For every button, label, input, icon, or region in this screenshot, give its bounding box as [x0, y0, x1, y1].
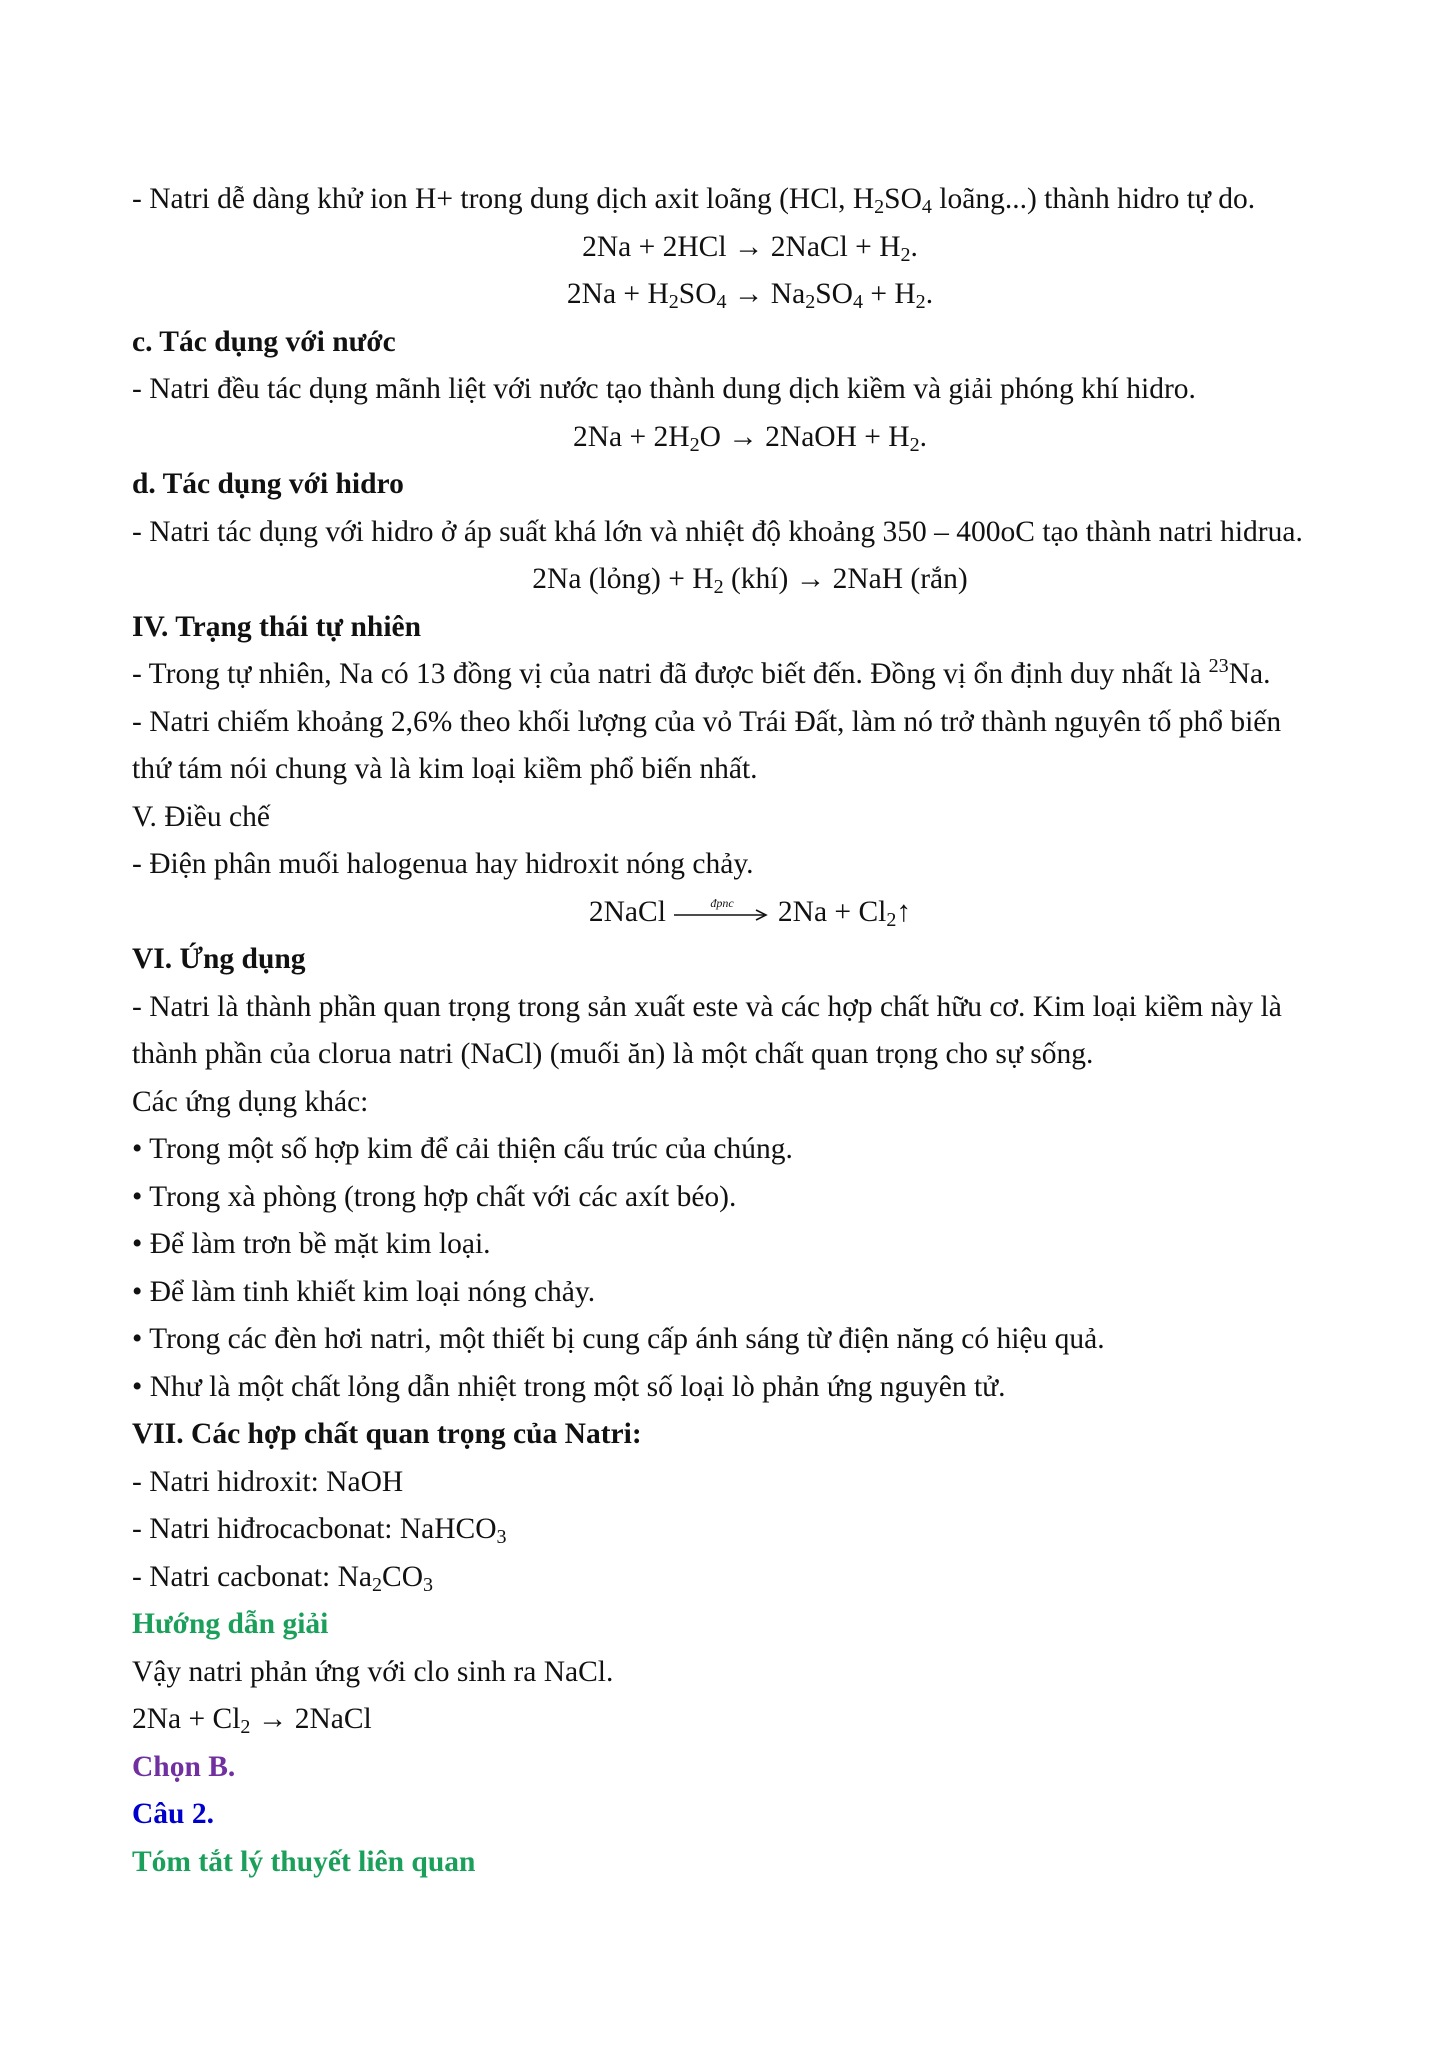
- applications-text-line1: - Natri là thành phần quan trọng trong sản xuất este và các hợp chất hữu cơ. Kim loại kiềm này là: [132, 990, 1282, 1023]
- equation-electrolysis: 2NaCl đpnc $2Na + Cl_2↑$: [588, 895, 912, 931]
- heading-theory-summary: Tóm tắt lý thuyết liên quan: [132, 1845, 476, 1878]
- heading-applications: VI. Ứng dụng: [132, 943, 306, 975]
- arrow-label: đpnc: [710, 895, 734, 910]
- list-item: • Để làm trơn bề mặt kim loại.: [132, 1228, 491, 1260]
- heading-compounds: VII. Các hợp chất quan trọng của Natri:: [132, 1418, 642, 1450]
- equation-hcl: 2Na + 2HCl → 2NaCl + $H_2$.: [582, 230, 918, 266]
- heading-natural-state: IV. Trạng thái tự nhiên: [132, 610, 422, 643]
- solution-text: Vậy natri phản ứng với clo sinh ra NaCl.: [132, 1655, 614, 1688]
- electrolysis-arrow-icon: [672, 895, 772, 925]
- equation-h2so4: $2Na + H_2SO_4 \to Na_2SO_4 + H_2$.: [566, 278, 934, 313]
- abundance-text-line1: - Natri chiếm khoảng 2,6% theo khối lượng của vỏ Trái Đất, làm nó trở thành nguyên tố phổ biến: [132, 705, 1282, 738]
- heading-hydrogen-reaction: d. Tác dụng với hidro: [132, 468, 404, 500]
- list-item: • Trong các đèn hơi natri, một thiết bị cung cấp ánh sáng từ điện năng có hiệu quả.: [132, 1323, 1105, 1355]
- other-applications-label: Các ứng dụng khác:: [132, 1085, 369, 1118]
- solution-equation: $2Na + Cl_2$ → 2NaCl: [132, 1703, 372, 1738]
- isotope-text: - Trong tự nhiên, Na có 13 đồng vị của natri đã được biết đến. Đồng vị ổn định duy nhất là $^{23}$Na.: [132, 654, 1271, 690]
- list-item: • Như là một chất lỏng dẫn nhiệt trong một số loại lò phản ứng nguyên tử.: [132, 1370, 1006, 1403]
- answer-choice: Chọn B.: [132, 1750, 236, 1783]
- list-item: • Để làm tinh khiết kim loại nóng chảy.: [132, 1275, 596, 1308]
- applications-text-line2: thành phần của clorua natri (NaCl) (muối ăn) là một chất quan trọng cho sự sống.: [132, 1038, 1094, 1070]
- equation-water: $2Na + 2H_2O$ → 2NaOH + $H_2$.: [572, 420, 928, 456]
- equation-hydride: 2Na (lỏng) + $H_2$ (khí) → 2NaH (rắn): [532, 563, 968, 598]
- list-item: • Trong một số hợp kim để cải thiện cấu trúc của chúng.: [132, 1133, 793, 1165]
- hydrogen-reaction-text: - Natri tác dụng với hidro ở áp suất khá lớn và nhiệt độ khoảng 350 – 400oC tạo thành natri hidrua.: [132, 515, 1303, 548]
- heading-solution-guide: Hướng dẫn giải: [132, 1608, 329, 1640]
- acid-reaction-text: - Natri dễ dàng khử ion H+ trong dung dịch axit loãng (HCl, $H_2SO_4$ loãng...) thành hidro tự do.: [132, 183, 1256, 218]
- abundance-text-line2: thứ tám nói chung và là kim loại kiềm phổ biến nhất.: [132, 753, 758, 785]
- heading-water-reaction: c. Tác dụng với nước: [132, 325, 396, 358]
- water-reaction-text: - Natri đều tác dụng mãnh liệt với nước tạo thành dung dịch kiềm và giải phóng khí hidro.: [132, 373, 1196, 405]
- compound-naoh: - Natri hidroxit: NaOH: [132, 1465, 404, 1498]
- question-number: Câu 2.: [132, 1798, 214, 1830]
- list-item: • Trong xà phòng (trong hợp chất với các axít béo).: [132, 1180, 737, 1213]
- compound-na2co3: - Natri cacbonat: $Na_2CO_3$: [132, 1560, 434, 1596]
- document-content: [132, 176, 1368, 1886]
- preparation-text: - Điện phân muối halogenua hay hidroxit nóng chảy.: [132, 848, 754, 880]
- heading-preparation: V. Điều chế: [132, 800, 270, 833]
- compound-nahco3: - Natri hiđrocacbonat: NaHCO$_3$: [132, 1513, 507, 1548]
